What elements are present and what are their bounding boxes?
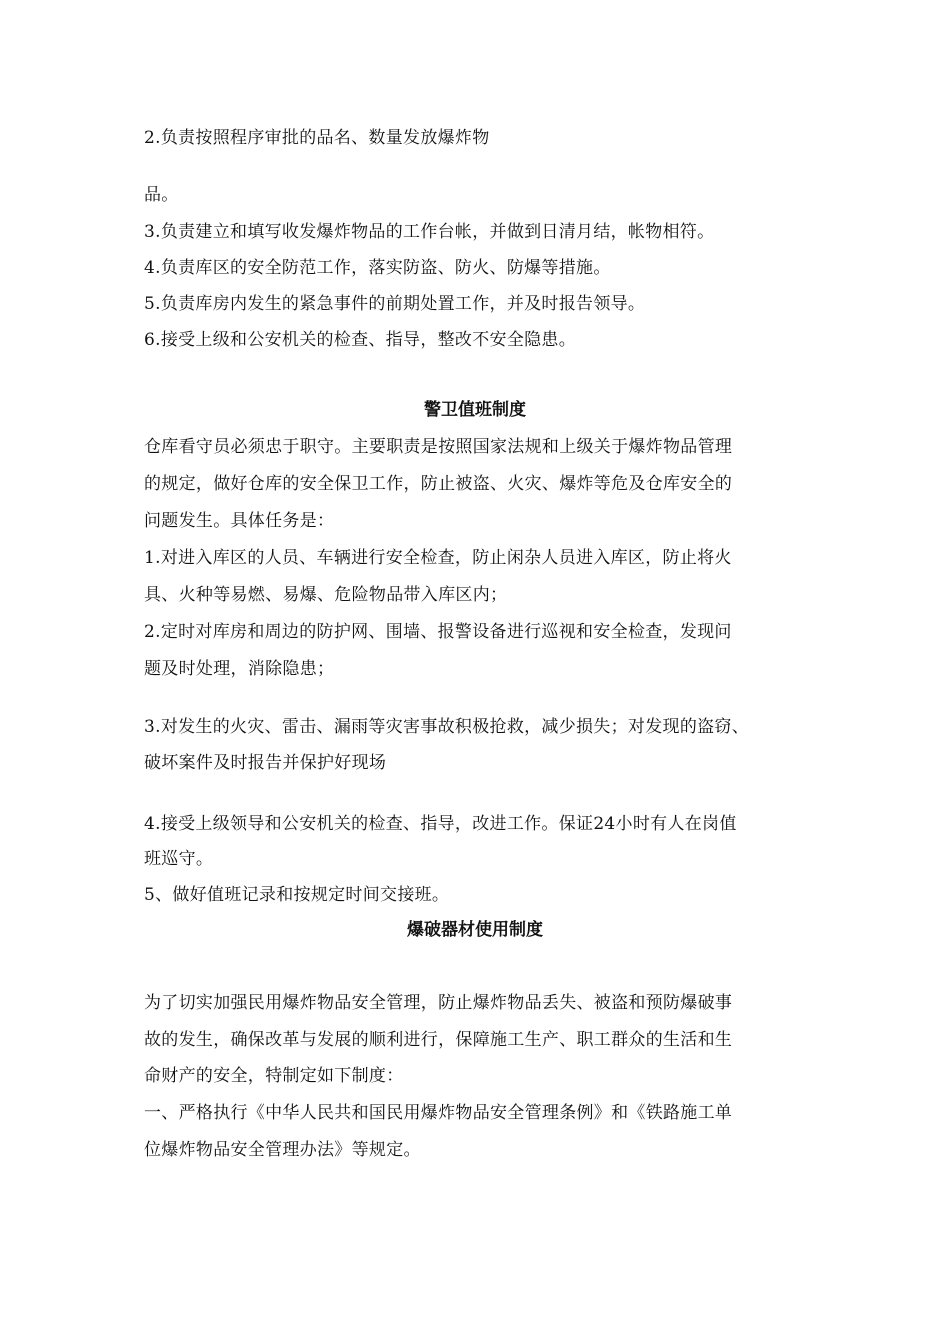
- section3-line-1: 为了切实加强民用爆炸物品安全管理，防止爆炸物品丢失、被盗和预防爆破事: [144, 993, 733, 1013]
- section2-line-8: 3.对发生的火灾、雷击、漏雨等灾害事故积极抢救，减少损失；对发现的盗窃、: [144, 717, 750, 737]
- section2-line-10: 4.接受上级领导和公安机关的检查、指导，改进工作。保证24小时有人在岗值: [144, 814, 737, 834]
- section2-line-3: 问题发生。具体任务是：: [144, 511, 335, 531]
- section3-line-2: 故的发生，确保改革与发展的顺利进行，保障施工生产、职工群众的生活和生: [144, 1030, 733, 1050]
- section2-line-6: 2.定时对库房和周边的防护网、围墙、报警设备进行巡视和安全检查，发现问: [144, 622, 732, 642]
- section1-line-3: 3.负责建立和填写收发爆炸物品的工作台帐，并做到日清月结，帐物相符。: [144, 222, 715, 242]
- section2-line-4: 1.对进入库区的人员、车辆进行安全检查，防止闲杂人员进入库区，防止将火: [144, 548, 732, 568]
- section2-line-9: 破坏案件及时报告并保护好现场: [144, 753, 387, 773]
- section1-line-5: 5.负责库房内发生的紧急事件的前期处置工作，并及时报告领导。: [144, 294, 646, 314]
- section1-line-2: 品。: [144, 185, 179, 205]
- section2-line-11: 班巡守。: [144, 849, 214, 869]
- section2-line-1: 仓库看守员必须忠于职守。主要职责是按照国家法规和上级关于爆炸物品管理: [144, 437, 733, 457]
- section2-line-12: 5、做好值班记录和按规定时间交接班。: [144, 885, 450, 905]
- section2-line-5: 具、火种等易燃、易爆、危险物品带入库区内；: [144, 585, 508, 605]
- section3-heading: 爆破器材使用制度: [407, 920, 543, 940]
- section3-line-5: 位爆炸物品安全管理办法》等规定。: [144, 1140, 421, 1160]
- section3-line-4: 一、严格执行《中华人民共和国民用爆炸物品安全管理条例》和《铁路施工单: [144, 1103, 733, 1123]
- section1-line-1: 2.负责按照程序审批的品名、数量发放爆炸物: [144, 128, 490, 148]
- section1-line-4: 4.负责库区的安全防范工作，落实防盗、防火、防爆等措施。: [144, 258, 611, 278]
- section1-line-6: 6.接受上级和公安机关的检查、指导，整改不安全隐患。: [144, 330, 577, 350]
- section2-line-7: 题及时处理，消除隐患；: [144, 659, 335, 679]
- section2-heading: 警卫值班制度: [424, 400, 526, 420]
- section3-line-3: 命财产的安全，特制定如下制度：: [144, 1066, 404, 1086]
- section2-line-2: 的规定，做好仓库的安全保卫工作，防止被盗、火灾、爆炸等危及仓库安全的: [144, 474, 733, 494]
